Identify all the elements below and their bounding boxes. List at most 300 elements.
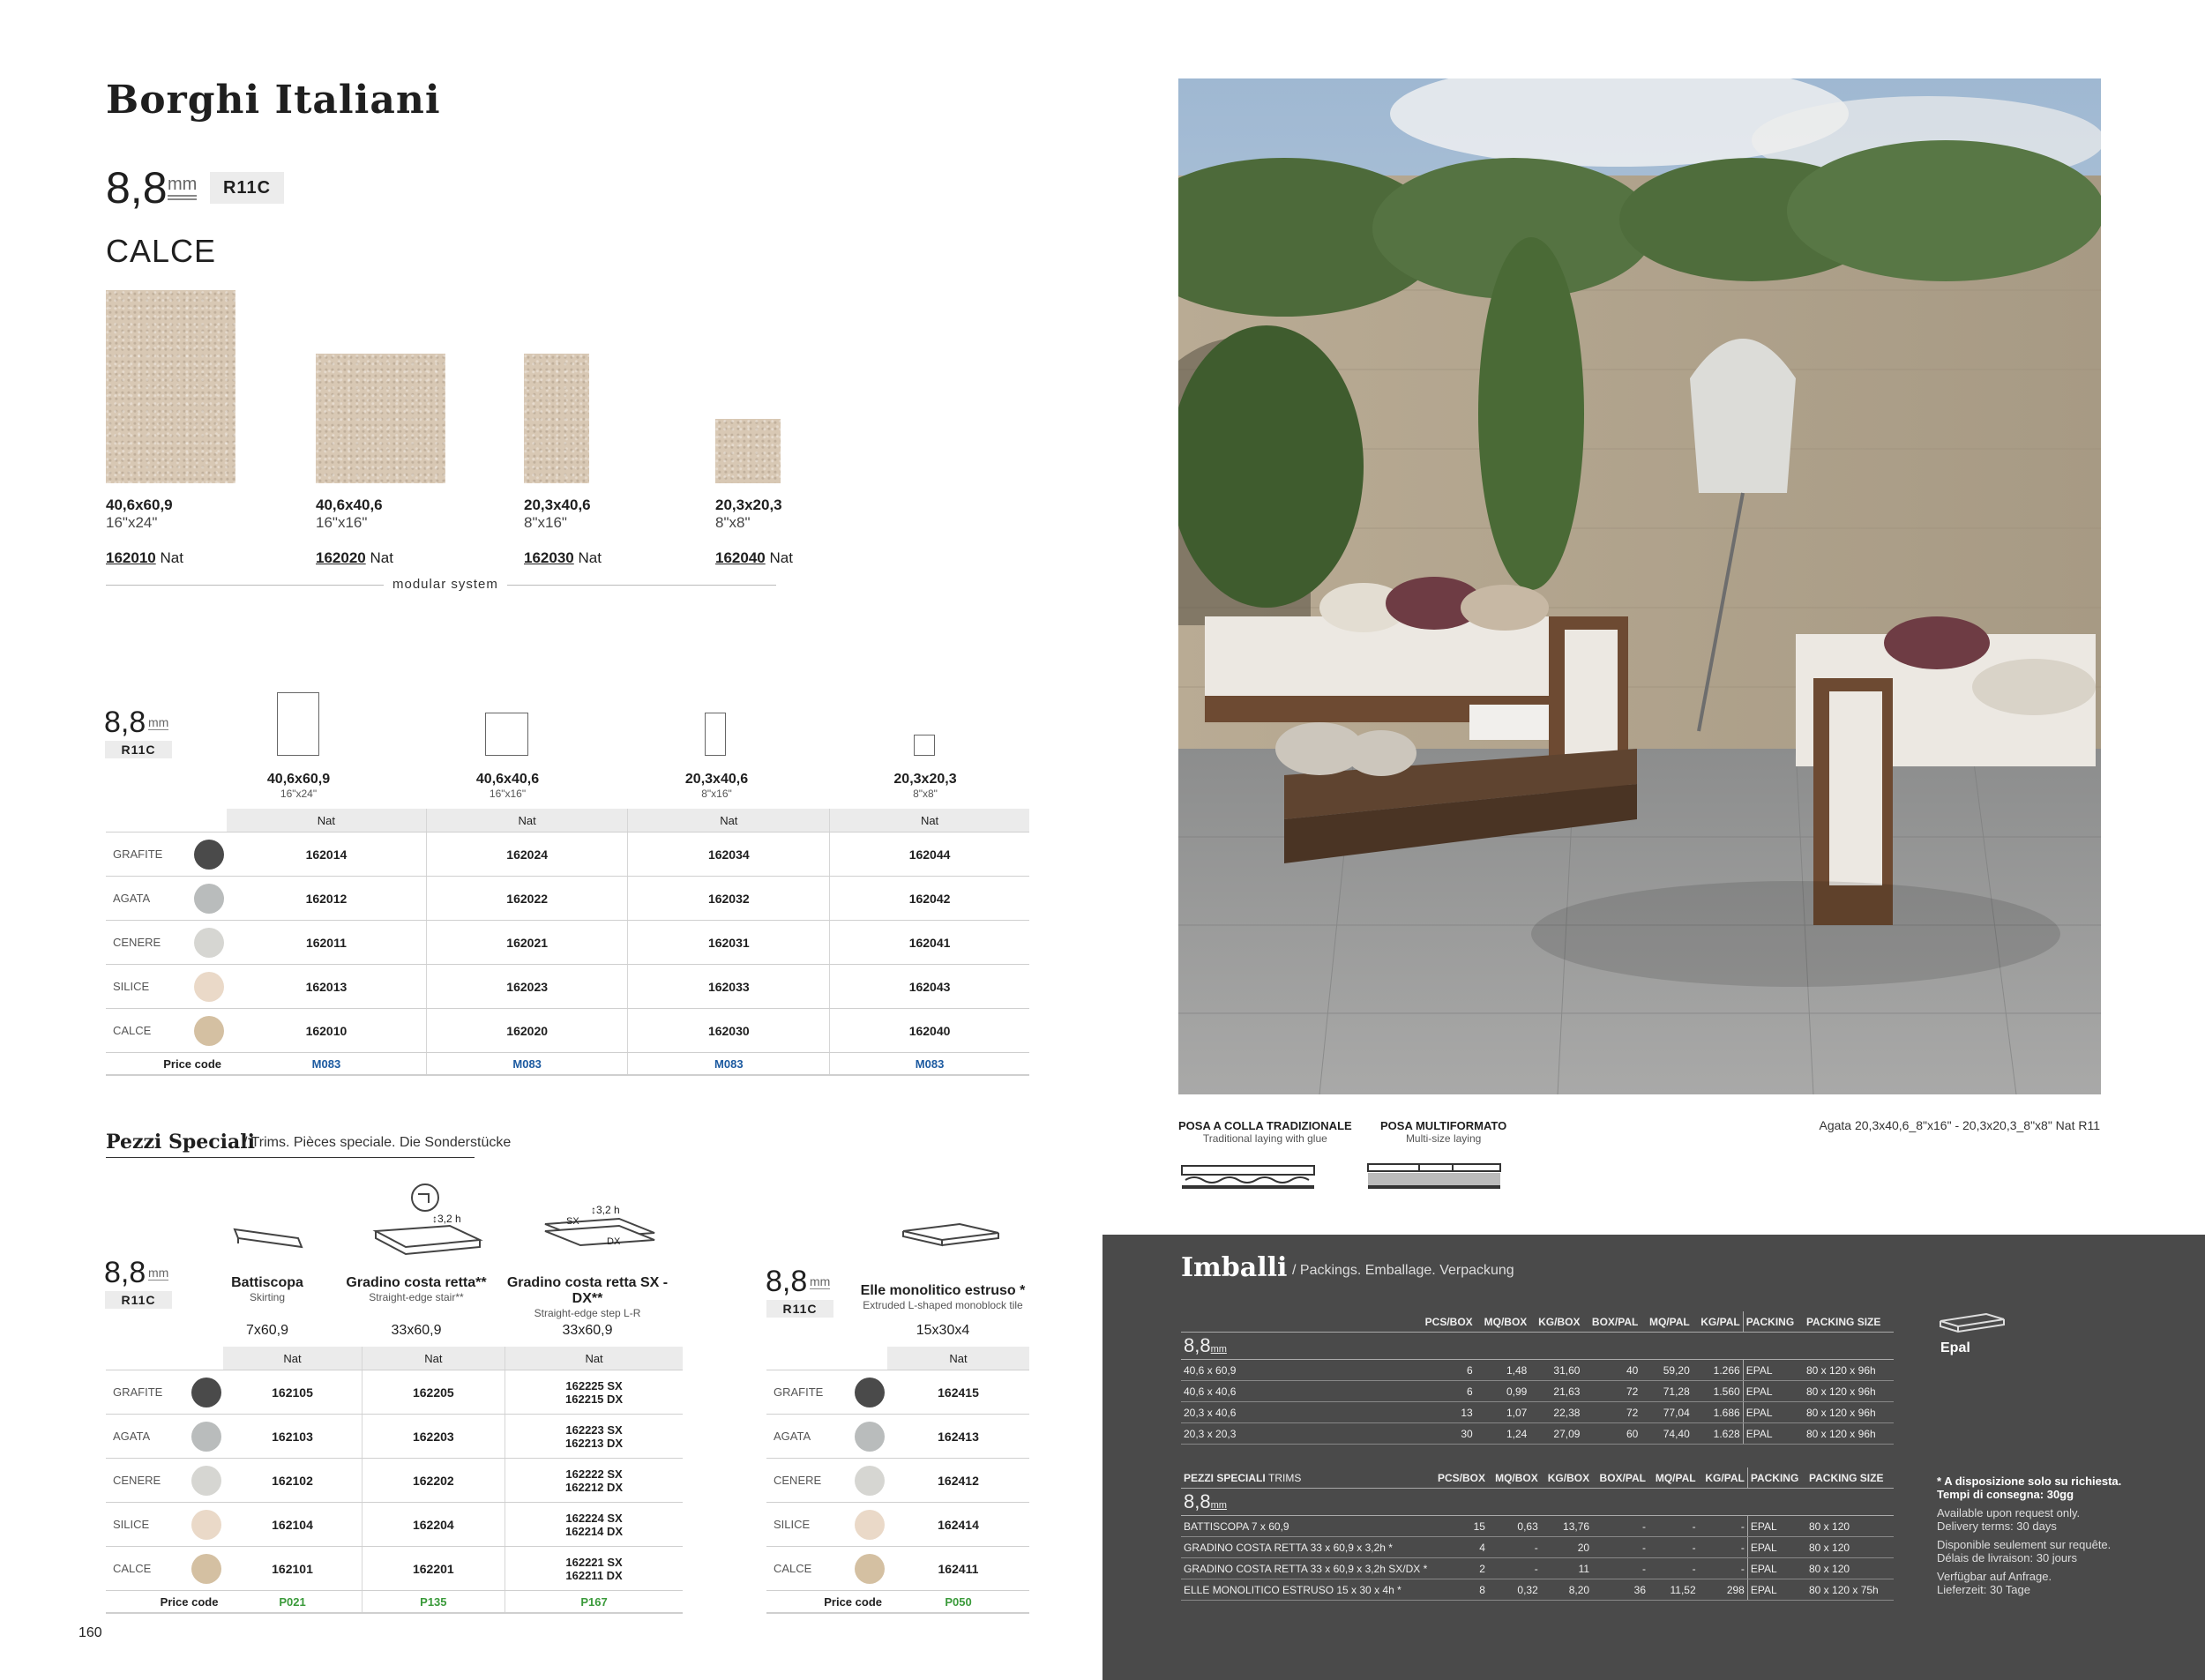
color-name: GRAFITE [766,1370,852,1415]
col-inch: 16"x24" [280,788,318,800]
color-chip-cenere [194,928,224,958]
col-header: KG/BOX [1529,1311,1582,1333]
price-code: P050 [887,1591,1029,1614]
packing-cell: EPAL [1747,1537,1806,1558]
packing-cell: 72 [1582,1402,1641,1423]
col-header: KG/PAL [1699,1467,1748,1489]
code-cell: 162024 [426,833,628,877]
col-size: 40,6x60,9 [266,772,331,787]
packing-cell: 80 x 120 x 96h [1804,1402,1894,1423]
trim-header-2 [340,1275,492,1303]
elle-drawing [898,1221,1004,1252]
posa-title: POSA A COLLA TRADIZIONALE [1178,1119,1352,1132]
packing-cell: BATTISCOPA 7 x 60,9 [1181,1516,1430,1537]
table-row [1181,1579,1894,1601]
packing-cell: 59,20 [1641,1360,1692,1381]
color-name: CALCE [106,1009,191,1053]
code-cell: 162102 [223,1459,362,1503]
pezzi-subtitle: / Trims. Pièces speciale. Die Sonderstücke [243,1135,512,1150]
table-row [106,1459,683,1503]
color-name: GRAFITE [106,833,191,877]
table-row [766,1547,1029,1591]
dx-label: DX [607,1236,621,1247]
col-size: 40,6x40,6 [475,772,540,787]
slip-badge: R11C [210,172,284,204]
code-cell: 162103 [223,1415,362,1459]
table-row [766,1370,1029,1415]
code-cell: 162031 [628,921,830,965]
packing-cell: EPAL [1743,1360,1804,1381]
packing-cell: 0,99 [1476,1381,1530,1402]
code-dx: 162212 DX [565,1480,624,1494]
col-header: PACKING SIZE [1804,1311,1894,1333]
skirting-drawing [231,1224,305,1254]
price-row [766,1591,1029,1614]
packing-cell: 8 [1430,1579,1488,1601]
table-row [106,877,1029,921]
sx-label: SX [566,1216,579,1227]
packing-cell: EPAL [1747,1579,1806,1601]
code-cell: 162043 [830,965,1029,1009]
color-chip-grafite [855,1378,885,1407]
price-code: M083 [830,1053,1029,1076]
stair-detail-icon [407,1182,443,1213]
packing-cell: - [1648,1537,1699,1558]
packing-cell: - [1592,1537,1648,1558]
trims-label-en: TRIMS [1268,1471,1302,1484]
col-header-2 [403,772,612,800]
code-cell: 162012 [227,877,426,921]
code-cell: 162203 [362,1415,505,1459]
finish-cell: Nat [223,1347,362,1370]
code-sx: 162224 SX [565,1511,623,1525]
packing-cell: 4 [1430,1537,1488,1558]
packing-cell: 11,52 [1648,1579,1699,1601]
packing-cell: 1.628 [1693,1423,1743,1445]
blank-cell [1181,1311,1416,1333]
packing-cell: 20 [1541,1537,1592,1558]
pezzi-slip: R11C [105,1291,172,1309]
color-chip-grafite [191,1378,221,1407]
packing-title: Imballi [1181,1252,1288,1283]
trims-label: PEZZI SPECIALI [1184,1471,1266,1484]
code-cell: 162030 [628,1009,830,1053]
code-cell: 162014 [227,833,426,877]
note-it-2: Tempi di consegna: 30gg [1937,1488,2074,1501]
price-code: M083 [426,1053,628,1076]
color-chip-silice [855,1510,885,1540]
color-chip-agata [855,1422,885,1452]
epal-label: Epal [1940,1340,1970,1355]
elle-slip: R11C [766,1300,833,1318]
table-row [106,833,1029,877]
posa-sub: Traditional laying with glue [1202,1132,1327,1145]
note-en-2: Delivery terms: 30 days [1937,1519,2057,1533]
code-cell: 162412 [887,1459,1029,1503]
posa-sub: Multi-size laying [1405,1132,1482,1145]
note-de-2: Lieferzeit: 30 Tage [1937,1583,2030,1596]
format-size: 20,3x40,6 [524,497,591,513]
note-it-1: * A disposizione solo su richiesta. [1937,1475,2122,1488]
col-inch: 8"x8" [913,788,938,800]
trim-sub: Straight-edge step L-R [534,1307,641,1319]
color-name: AGATA [106,1415,189,1459]
format-3 [524,497,602,567]
note-fr-1: Disponible seulement sur requête. [1937,1538,2112,1551]
code-cell: 162011 [227,921,426,965]
photo-caption: Agata 20,3x40,6_8"x16" - 20,3x20,3_8"x8" Nat R11 [1819,1118,2100,1132]
code-cell: 162041 [830,921,1029,965]
packing-cell: 80 x 120 [1806,1516,1894,1537]
packing-cell: 27,09 [1529,1423,1582,1445]
col-size: 20,3x40,6 [684,772,749,787]
format-finish: Nat [769,549,793,566]
trims-table [106,1347,683,1614]
tile-swatch-square [316,354,445,483]
finish-cell: Nat [830,809,1029,833]
elle-size: 15x30x4 [916,1323,970,1338]
table-row [1181,1360,1894,1381]
col-header: MQ/BOX [1488,1467,1541,1489]
col-header: KG/BOX [1541,1467,1592,1489]
codes-table [106,809,1029,1076]
packing-cell: - [1488,1537,1541,1558]
packing-cell: ELLE MONOLITICO ESTRUSO 15 x 30 x 4h * [1181,1579,1430,1601]
code-cell: 162023 [426,965,628,1009]
col-header: MQ/BOX [1476,1311,1530,1333]
trim-name: Gradino costa retta** [346,1275,487,1290]
color-chip-agata [191,1422,221,1452]
color-name: AGATA [106,877,191,921]
packing-cell: 11 [1541,1558,1592,1579]
packing-cell: 21,63 [1529,1381,1582,1402]
table-unit: mm [148,715,169,729]
elle-name: Elle monolitico estruso * [860,1283,1026,1298]
code-cell: 162205 [362,1370,505,1415]
format-size: 40,6x60,9 [106,497,173,513]
packing-cell: 13 [1416,1402,1476,1423]
packing-cell: GRADINO COSTA RETTA 33 x 60,9 x 3,2h * [1181,1537,1430,1558]
col-inch: 16"x16" [489,788,527,800]
tile-swatch-rect [524,354,589,483]
posa-multiformat [1380,1119,1506,1145]
packing-cell: 71,28 [1641,1381,1692,1402]
color-name: CALCE [106,1547,189,1591]
color-name: SILICE [106,1503,189,1547]
format-2 [316,497,393,567]
trim-name: Gradino costa retta SX - DX** [506,1275,669,1306]
blank-cell [106,1347,223,1370]
packing-cell: 60 [1582,1423,1641,1445]
table-row [766,1459,1029,1503]
thickness-unit: mm [168,175,197,200]
code-cell: 162010 [227,1009,426,1053]
col-header: MQ/PAL [1641,1311,1692,1333]
packing-cell: - [1648,1558,1699,1579]
pezzi-underline [106,1157,475,1158]
col-header: MQ/PAL [1648,1467,1699,1489]
packing-cell: 0,32 [1488,1579,1541,1601]
color-name: AGATA [766,1415,852,1459]
elle-sub: Extruded L-shaped monoblock tile [863,1299,1023,1311]
table-row [1181,1516,1894,1537]
finish-cell: Nat [628,809,830,833]
color-title: CALCE [106,233,217,269]
format-finish: Nat [370,549,393,566]
packing-cell: 1.560 [1693,1381,1743,1402]
col-header: PACKING [1743,1311,1804,1333]
traditional-laying-icon [1180,1164,1316,1191]
packing-cell: - [1699,1558,1748,1579]
packing-cell: - [1648,1516,1699,1537]
note-fr-2: Délais de livraison: 30 jours [1937,1551,2077,1564]
packing-cell: 6 [1416,1381,1476,1402]
stair-height-label: ↕3,2 h [432,1213,461,1225]
code-cell: 162204 [362,1503,505,1547]
thickness-row [1181,1489,1894,1516]
step-sx-dx-drawing [540,1215,663,1251]
price-label: Price code [106,1591,223,1614]
packing-cell: 36 [1592,1579,1648,1601]
code-dx: 162214 DX [565,1524,624,1538]
trim-name: Battiscopa [231,1275,303,1290]
posa-traditional [1178,1119,1352,1145]
col-header: PCS/BOX [1416,1311,1476,1333]
page-number: 160 [78,1625,102,1640]
code-cell: 162044 [830,833,1029,877]
trim-header-1 [194,1275,340,1303]
thickness-row [1181,1333,1894,1360]
col-header: KG/PAL [1693,1311,1743,1333]
table-row [766,1503,1029,1547]
table-row [106,1009,1029,1053]
color-chip-grafite [194,840,224,870]
trim-size: 33x60,9 [391,1323,442,1338]
col-size: 20,3x20,3 [893,772,957,787]
stair-drawing [370,1219,485,1258]
finish-row [106,809,1029,833]
price-row [106,1591,683,1614]
packing-cell: 13,76 [1541,1516,1592,1537]
table-row [766,1415,1029,1459]
packing-cell: GRADINO COSTA RETTA 33 x 60,9 x 3,2h SX/DX * [1181,1558,1430,1579]
code-cell: 162033 [628,965,830,1009]
packing-cell: 80 x 120 [1806,1558,1894,1579]
pezzi-unit: mm [148,1266,169,1280]
code-sx: 162221 SX [565,1555,623,1569]
finish-cell: Nat [227,809,426,833]
color-name: SILICE [766,1503,852,1547]
packing-cell: 8,20 [1541,1579,1592,1601]
packing-cell: - [1488,1558,1541,1579]
packing-cell: EPAL [1743,1402,1804,1423]
format-finish: Nat [160,549,183,566]
table-row [106,965,1029,1009]
code-cell: 162034 [628,833,830,877]
note-de-1: Verfügbar auf Anfrage. [1937,1570,2052,1583]
packing-panel [1102,1235,2205,1680]
ambient-photo [1178,78,2101,1094]
price-code: M083 [628,1053,830,1076]
code-cell: 162105 [223,1370,362,1415]
price-code: M083 [227,1053,426,1076]
packing-cell: 31,60 [1529,1360,1582,1381]
elle-unit: mm [810,1274,831,1288]
code-cell: 162042 [830,877,1029,921]
table-row [1181,1537,1894,1558]
price-label: Price code [766,1591,887,1614]
format-inch: 16"x24" [106,514,158,531]
format-4 [715,497,793,567]
packing-cell: 80 x 120 x 96h [1804,1381,1894,1402]
finish-row [106,1347,683,1370]
packing-subtitle: / Packings. Emballage. Verpackung [1292,1263,1514,1278]
code-dx: 162211 DX [565,1568,623,1582]
code-cell: 162104 [223,1503,362,1547]
price-row [106,1053,1029,1076]
trim-header-3 [492,1275,683,1319]
code-cell: 162101 [223,1547,362,1591]
color-chip-silice [191,1510,221,1540]
code-cell: 162413 [887,1415,1029,1459]
code-cell: 162022 [426,877,628,921]
color-name: CENERE [106,921,191,965]
packing-cell: 298 [1699,1579,1748,1601]
tile-swatch-small [715,419,781,483]
table-row [106,921,1029,965]
code-cell: 162411 [887,1547,1029,1591]
code-cell: 162202 [362,1459,505,1503]
format-code: 162030 [524,549,574,566]
packing-cell: 40,6 x 60,9 [1181,1360,1416,1381]
packing-unit: mm [1210,1344,1227,1355]
color-chip-cenere [191,1466,221,1496]
color-name: CENERE [766,1459,852,1503]
packing-cell: 6 [1416,1360,1476,1381]
pallet-icon [1937,1309,2007,1333]
table-row [1181,1402,1894,1423]
format-1 [106,497,183,567]
col-header: BOX/PAL [1592,1467,1648,1489]
packing-table [1181,1311,1894,1445]
finish-row [766,1347,1029,1370]
code-cell: 162021 [426,921,628,965]
table-row [1181,1381,1894,1402]
col-header: PACKING [1747,1467,1806,1489]
color-chip-calce [855,1554,885,1584]
step-height: 3,2 h [596,1204,620,1216]
price-label: Price code [106,1053,227,1076]
code-cell: 162032 [628,877,830,921]
brand-title: Borghi Italiani [106,78,441,123]
packing-cell: 20,3 x 20,3 [1181,1423,1416,1445]
packing-cell: 1.266 [1693,1360,1743,1381]
packing-cell: 80 x 120 x 96h [1804,1423,1894,1445]
color-name: SILICE [106,965,191,1009]
code-cell: 162201 [362,1547,505,1591]
table-row [106,1370,683,1415]
format-outline-rect [705,713,726,756]
color-name: CENERE [106,1459,189,1503]
format-size: 20,3x20,3 [715,497,782,513]
color-name: CALCE [766,1547,852,1591]
format-outline-large [277,692,319,756]
color-chip-cenere [855,1466,885,1496]
packing-cell: 22,38 [1529,1402,1582,1423]
elle-header [856,1283,1030,1311]
packing-cell: 1,48 [1476,1360,1530,1381]
format-outline-small [914,735,935,756]
trim-sub: Straight-edge stair** [369,1291,464,1303]
packing-cell: 74,40 [1641,1423,1692,1445]
blank-cell [106,809,227,833]
pezzi-thickness: 8,8 [104,1256,146,1289]
table-row [106,1503,683,1547]
packing-cell: 40,6 x 40,6 [1181,1381,1416,1402]
packing-header [1181,1311,1894,1333]
packing-cell: EPAL [1747,1558,1806,1579]
col-inch: 8"x16" [701,788,732,800]
finish-cell: Nat [505,1347,683,1370]
packing-cell: 40 [1582,1360,1641,1381]
code-cell: 162414 [887,1503,1029,1547]
note-en-1: Available upon request only. [1937,1506,2081,1519]
color-chip-agata [194,884,224,914]
trim-size: 33x60,9 [562,1323,613,1338]
packing-cell: 0,63 [1488,1516,1541,1537]
packing-header [1181,1467,1894,1489]
col-header-3 [612,772,821,800]
finish-cell: Nat [887,1347,1029,1370]
trim-size: 7x60,9 [245,1323,289,1338]
table-slip: R11C [105,741,172,758]
table-row [106,1415,683,1459]
packing-cell: 80 x 120 x 75h [1806,1579,1894,1601]
format-code: 162040 [715,549,766,566]
packing-cell: EPAL [1743,1381,1804,1402]
code-cell: 162040 [830,1009,1029,1053]
packing-cell: 30 [1416,1423,1476,1445]
blank-cell [766,1347,887,1370]
packing-cell: 77,04 [1641,1402,1692,1423]
packing-cell: - [1699,1516,1748,1537]
format-inch: 16"x16" [316,514,368,531]
packing-cell: 80 x 120 x 96h [1804,1360,1894,1381]
price-code: P021 [223,1591,362,1614]
code-cell: 162020 [426,1009,628,1053]
packing-cell: 15 [1430,1516,1488,1537]
code-sx: 162222 SX [565,1467,623,1481]
finish-cell: Nat [362,1347,505,1370]
code-sx: 162223 SX [565,1422,623,1437]
multiformat-laying-icon [1366,1162,1504,1191]
price-code: P167 [505,1591,683,1614]
packing-cell: 20,3 x 40,6 [1181,1402,1416,1423]
packing-thickness: 8,8 [1184,1490,1211,1512]
elle-thickness: 8,8 [766,1265,808,1298]
packing-cell: EPAL [1743,1423,1804,1445]
color-chip-calce [194,1016,224,1046]
format-size: 40,6x40,6 [316,497,383,513]
table-row [1181,1423,1894,1445]
packing-cell: 80 x 120 [1806,1537,1894,1558]
tile-swatch-large [106,290,235,483]
format-outline-square [485,713,528,756]
packing-cell: 1,07 [1476,1402,1530,1423]
finish-cell: Nat [426,809,628,833]
availability-notes [1937,1475,2166,1596]
color-chip-silice [194,972,224,1002]
